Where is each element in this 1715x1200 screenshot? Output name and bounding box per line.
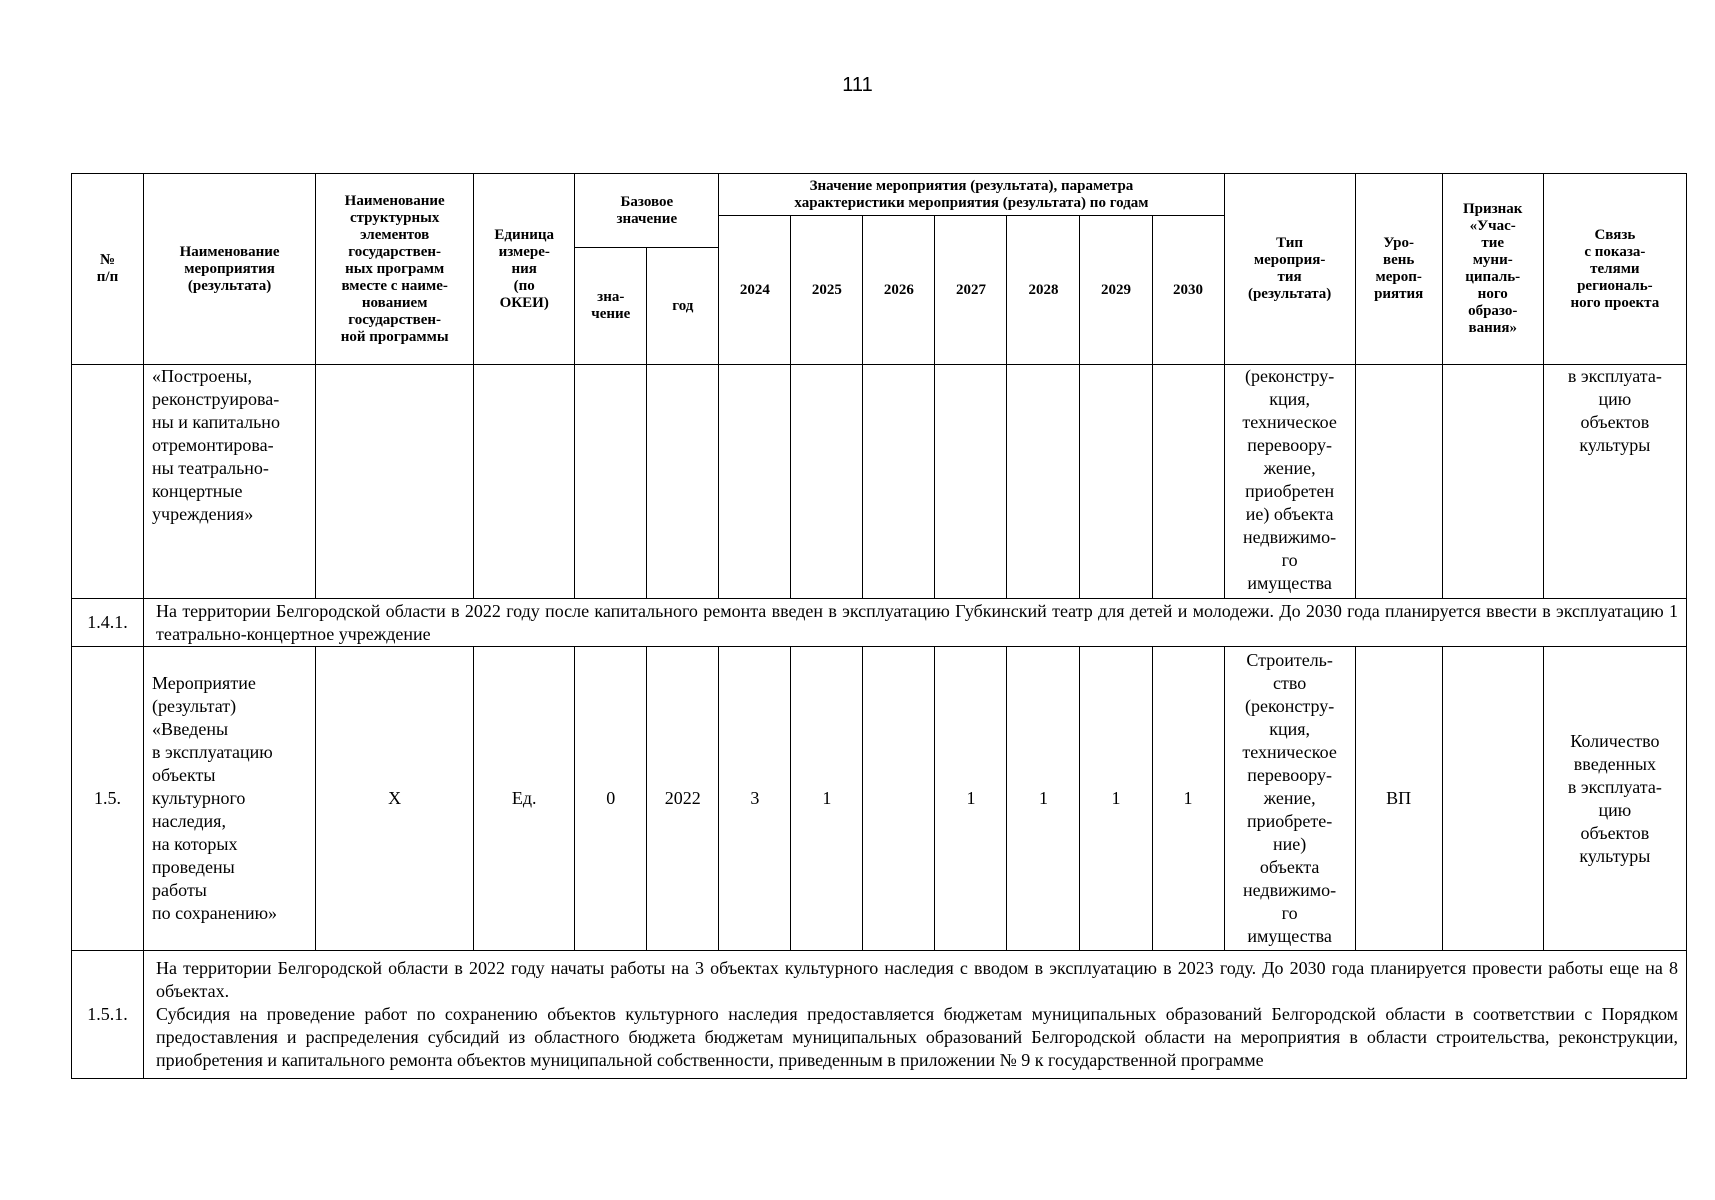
row-base-value: 0 [575,647,647,951]
header-num: № п/п [72,174,144,365]
note-paragraph: На территории Белгородской области в 2022 году начаты работы на 3 объектах культурного наследия с вводом в эксплуатацию в 2023 году. До 2030 года планируется провести работы еще на 8 объектах. [156,958,1678,1001]
note-text [144,951,1687,1079]
page-number: 111 [842,74,873,96]
program-table [71,173,1687,1079]
table-row [72,647,1687,951]
header-year-2026: 2026 [863,216,935,365]
header-year-2025: 2025 [791,216,863,365]
note-row [72,951,1687,1079]
header-year-2024: 2024 [719,216,791,365]
row-year-2030 [1152,365,1224,599]
row-sign [1442,647,1543,951]
row-unit: Ед. [474,647,575,951]
row-year-2026 [863,365,935,599]
header-base-year: год [647,248,719,365]
row-link: Количество введенных в эксплуата- цию объектов культуры [1543,647,1686,951]
row-sign [1442,365,1543,599]
row-struct: Х [316,647,474,951]
row-unit [474,365,575,599]
header-name: Наименование мероприятия (результата) [144,174,316,365]
row-level [1355,365,1442,599]
row-year-2024: 3 [719,647,791,951]
header-struct: Наименование структурных элементов государствен- ных программ вместе с наиме- нованием государствен- ной программы [316,174,474,365]
row-year-2026 [863,647,935,951]
header-base: Базовое значение [575,174,719,248]
row-year-2024 [719,365,791,599]
row-num [72,365,144,599]
note-paragraph: Субсидия на проведение работ по сохранению объектов культурного наследия предоставляется бюджетам муниципальных образований Белгородской области в соответствии с Порядком предоставления и распределения субсидий из областного бюджета бюджетам муниципальных образований Белгородской области на мероприятия в области строительства, реконструкции, приобретения и капитального ремонта объектов муниципальной собственности, приведенным в приложении № 9 к государственной программе [156,1004,1678,1070]
header-link: Связь с показа- телями региональ- ного проекта [1543,174,1686,365]
header-years-group: Значение мероприятия (результата), параметра характеристики мероприятия (результата) по годам [719,174,1224,216]
row-num: 1.5. [72,647,144,951]
row-base-year: 2022 [647,647,719,951]
row-year-2025 [791,365,863,599]
note-num: 1.4.1. [72,599,144,647]
note-text: На территории Белгородской области в 2022 году после капитального ремонта введен в эксплуатацию Губкинский театр для детей и молодежи. До 2030 года планируется ввести в эксплуатацию 1 театрально-концертное учреждение [144,599,1687,647]
row-name: Мероприятие (результат) «Введены в эксплуатацию объекты культурного наследия, на которых проведены работы по сохранению» [144,647,316,951]
header-base-value: зна- чение [575,248,647,365]
header-year-2028: 2028 [1007,216,1080,365]
header-sign: Признак «Учас- тие муни- ципаль- ного образо- вания» [1442,174,1543,365]
row-year-2029 [1080,365,1152,599]
row-year-2025: 1 [791,647,863,951]
header-level: Уро- вень мероп- риятия [1355,174,1442,365]
row-year-2030: 1 [1152,647,1224,951]
header-unit: Единица измере- ния (по ОКЕИ) [474,174,575,365]
row-year-2028 [1007,365,1080,599]
row-year-2027 [935,365,1007,599]
note-num: 1.5.1. [72,951,144,1079]
header-year-2030: 2030 [1152,216,1224,365]
row-year-2029: 1 [1080,647,1152,951]
note-row [72,599,1687,647]
row-year-2027: 1 [935,647,1007,951]
table-row [72,365,1687,599]
row-type: (реконстру- кция, техническое перевоору- жение, приобретен ие) объекта недвижимо- го имущества [1224,365,1355,599]
row-link: в эксплуата- цию объектов культуры [1543,365,1686,599]
header-year-2029: 2029 [1080,216,1152,365]
row-base-value [575,365,647,599]
row-name: «Построены, реконструирова- ны и капитально отремонтирова- ны театрально- концертные учреждения» [144,365,316,599]
row-level: ВП [1355,647,1442,951]
table-header [72,174,1687,365]
header-type: Тип мероприя- тия (результата) [1224,174,1355,365]
row-year-2028: 1 [1007,647,1080,951]
row-type: Строитель- ство (реконстру- кция, техническое перевоору- жение, приобрете- ние) объекта недвижимо- го имущества [1224,647,1355,951]
row-base-year [647,365,719,599]
header-year-2027: 2027 [935,216,1007,365]
row-struct [316,365,474,599]
